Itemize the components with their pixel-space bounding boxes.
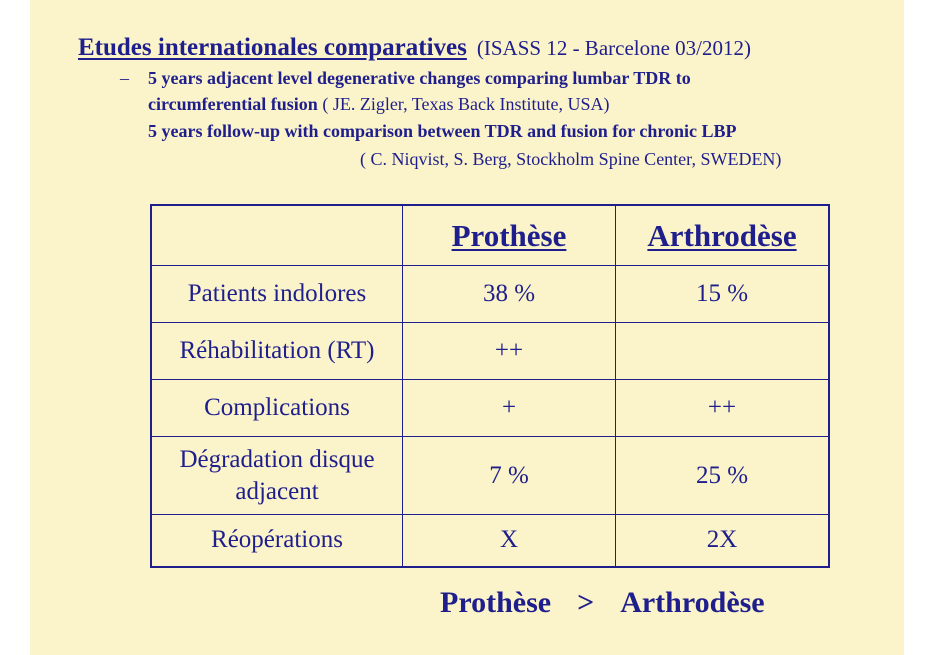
row-label-line-2: adjacent [235, 477, 319, 505]
study-line-2-reference: ( JE. Zigler, Texas Back Institute, USA) [322, 94, 610, 114]
comparison-table [150, 204, 830, 568]
slide-title [78, 34, 751, 62]
table-row [151, 380, 829, 437]
cell-prothese: 38 % [403, 266, 616, 323]
table-header-empty [151, 205, 403, 266]
cell-prothese: ++ [403, 323, 616, 380]
row-label: Réhabilitation (RT) [151, 323, 403, 380]
row-label [151, 437, 403, 515]
table-row [151, 515, 829, 567]
conclusion-operator: > [577, 586, 595, 619]
comparison-table-wrapper [150, 204, 830, 568]
cell-arthrodese [616, 323, 830, 380]
cell-arthrodese: 15 % [616, 266, 830, 323]
row-label: Patients indolores [151, 266, 403, 323]
table-header-row [151, 205, 829, 266]
table-row [151, 437, 829, 515]
cell-arthrodese: 2X [616, 515, 830, 567]
bullet-dash: – [120, 68, 129, 88]
study-line-2-text: circumferential fusion [148, 94, 318, 114]
table-row [151, 323, 829, 380]
row-label-line-1: Dégradation disque [179, 445, 375, 473]
study-line-4-reference: ( C. Niqvist, S. Berg, Stockholm Spine Center, SWEDEN) [360, 149, 782, 169]
row-label: Complications [151, 380, 403, 437]
study-line-2 [148, 94, 609, 115]
row-label: Réopérations [151, 515, 403, 567]
cell-arthrodese: 25 % [616, 437, 830, 515]
study-line-1: 5 years adjacent level degenerative changes comparing lumbar TDR to [148, 68, 691, 88]
study-line-3: 5 years follow-up with comparison between TDR and fusion for chronic LBP [148, 121, 737, 141]
conclusion-left: Prothèse [440, 586, 552, 619]
conclusion [440, 586, 765, 620]
table-row [151, 266, 829, 323]
title-subtitle: (ISASS 12 - Barcelone 03/2012) [476, 36, 752, 60]
title-main: Etudes internationales comparatives [78, 34, 467, 61]
table-header-arthrodese: Arthrodèse [616, 205, 830, 266]
cell-prothese: X [403, 515, 616, 567]
table-header-prothese: Prothèse [403, 205, 616, 266]
cell-arthrodese: ++ [616, 380, 830, 437]
cell-prothese: 7 % [403, 437, 616, 515]
conclusion-right: Arthrodèse [620, 586, 765, 619]
cell-prothese: + [403, 380, 616, 437]
